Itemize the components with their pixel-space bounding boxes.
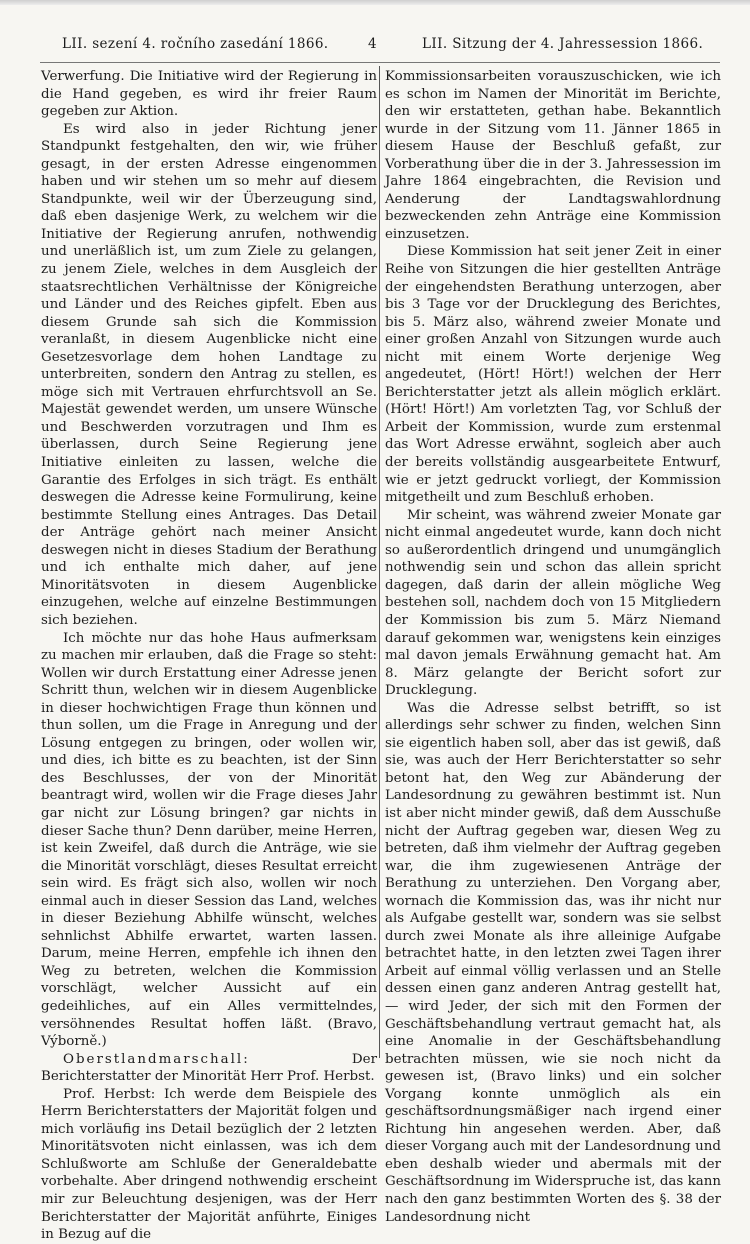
speech-text: Der Berichterstatter der Minorität Herr Prof. Herbst. — [41, 1051, 377, 1085]
column-divider — [379, 66, 380, 1058]
speaker-name: Prof. Herbst: — [63, 1086, 156, 1102]
left-column — [41, 68, 377, 1243]
speech-text: Ich werde dem Beispiele des Herrn Berichterstatters der Majorität folgen und mich vorläufig ins Detail bezüglich der 2 letzten Minoritätsvoten nicht einlassen, was ich dem Schlußworte am Schluße der Generaldebatte vorbehalte. Aber dringend nothwendig erscheint mir zur Beleuchtung desjenigen, was der Herr Berichterstatter der Majorität anführte, Einiges in Bezug auf die — [41, 1086, 377, 1243]
paragraph: Mir scheint, was während zweier Monate gar nicht einmal angedeutet wurde, kann doch nicht so außerordentlich dringend und unumgänglich nothwendig sein und schon das allein spricht dagegen, daß darin der allein mögliche Weg bestehen soll, nachdem doch von 15 Mitgliedern der Kommission bis zum 5. März Niemand darauf gekommen war, wenigstens kein einziges mal davon jemals Erwähnung gemacht hat. Am 8. März gelangte der Bericht sofort zur Drucklegung. — [385, 507, 721, 699]
paragraph — [41, 1086, 377, 1244]
paragraph: Was die Adresse selbst betrifft, so ist allerdings sehr schwer zu finden, welchen Sinn sie eigentlich haben soll, aber das ist gewiß, daß sie, was auch der Herr Berichterstatter so sehr betont hat, den Weg zur Abänderung der Landesordnung zu gewähren bestimmt ist. Nun ist aber nicht minder gewiß, daß dem Ausschuße nicht der Auftrag gegeben war, diesen Weg zu betreten, daß ihm vielmehr der Auftrag gegeben war, die ihm zugewiesenen Anträge der Berathung zu unterziehen. Den Vorgang aber, wornach die Kommission das, was ihr nicht nur als Aufgabe gestellt war, sondern was sie selbst durch zwei Monate als ihre alleinige Aufgabe betrachtet hatte, in den letzten zwei Tagen ihrer Arbeit auf einmal völlig verlassen und an Stelle dessen einen ganz anderen Antrag gestellt hat, — wird Jeder, der sich mit den Formen der Geschäftsbehandlung vertraut gemacht hat, als eine Anomalie in der Geschäftsbehandlung betrachten müssen, wie sie noch nicht da gewesen ist, (Bravo links) und ein solcher Vorgang konnte unmöglich als ein geschäftsordnungsmäßiger nach irgend einer Richtung hin angesehen werden. Aber, daß dieser Vorgang auch mit der Landesordnung und eben deshalb wieder und abermals mit der Geschäftsordnung im Widerspruche ist, das kann nach den ganz bestimmten Worten des §. 38 der Landesordnung nicht — [385, 700, 721, 1225]
paragraph: Es wird also in jeder Richtung jener Standpunkt festgehalten, den wir, wie früher gesagt, in der ersten Adresse eingenommen haben und wir stehen um so mehr auf diesem Standpunkte, weil wir der Überzeugung sind, daß eben dasjenige Werk, zu welchem wir die Initiative der Regierung anrufen, nothwendig und unerläßlich ist, um zum Ziele zu gelangen, zu jenem Ziele, welches in dem Ausgleich der staatsrechtlichen Verhältnisse der Königreiche und Länder und des Reiches gipfelt. Eben aus diesem Grunde sah sich die Kommission veranlaßt, in diesem Augenblicke nicht eine Gesetzesvorlage dem hohen Landtage zu unterbreiten, sondern den Antrag zu stellen, es möge sich mit Vertrauen ehrfurchtsvoll an Se. Majestät gewendet werden, um unsere Wünsche und Beschwerden vorzutragen und Ihm es überlassen, durch Seine Regierung jene Initiative einleiten zu lassen, welche die Garantie des Erfolges in sich trägt. Es enthält deswegen die Adresse keine Formulirung, keine bestimmte Stellung eines Antrages. Das Detail der Anträge gehört nach meiner Ansicht deswegen nicht in dieses Stadium der Berathung und ich enthalte mich daher, auf jene Minoritätsvoten in diesem Augenblicke einzugehen, welche auf einzelne Bestimmungen sich beziehen. — [41, 121, 377, 628]
header-rule — [40, 62, 720, 63]
page-header — [40, 36, 710, 56]
header-german-title: LII. Sitzung der 4. Jahressession 1866. — [422, 36, 704, 52]
paragraph: Diese Kommission hat seit jener Zeit in einer Reihe von Sitzungen die hier gestellten Anträge der eingehendsten Berathung unterzogen, aber bis 3 Tage vor der Drucklegung des Berichtes, bis 5. März also, während zweier Monate und einer großen Anzahl von Sitzungen wurde auch nicht mit einem Worte derjenige Weg angedeutet, (Hört! Hört!) welchen der Herr Berichterstatter jetzt als allein möglich erklärt. (Hört! Hört!) Am vorletzten Tag, vor Schluß der Arbeit der Kommission, wurde zum erstenmal das Wort Adresse erwähnt, sogleich aber auch der bereits vollständig ausgearbeitete Entwurf, wie er jetzt gedruckt vorliegt, der Kommission mitgetheilt und zum Beschluß erhoben. — [385, 244, 721, 506]
paragraph — [41, 1051, 377, 1086]
right-column — [385, 68, 721, 1225]
page-number: 4 — [368, 36, 377, 52]
paragraph: Ich möchte nur das hohe Haus aufmerksam zu machen mir erlauben, daß die Frage so steht: Wollen wir durch Erstattung einer Adresse jenen Schritt thun, welchen wir in diesem Augenblicke in dieser hochwichtigen Frage thun können und thun sollen, um die Frage in Anregung und der Lösung entgegen zu bringen, oder wollen wir, und dies, ich bitte es zu beachten, ist der Sinn des Beschlusses, der von der Minorität beantragt wird, wollen wir die Frage dieses Jahr gar nicht zur Lösung bringen? gar nichts in dieser Sache thun? Denn darüber, meine Herren, ist kein Zweifel, daß durch die Anträge, wie sie die Minorität vorschlägt, dieses Resultat erreicht sein wird. Es frägt sich also, wollen wir noch einmal auch in dieser Session das Land, welches in dieser Beziehung Abhilfe wünscht, welches sehnlichst Abhilfe erwartet, warten lassen. Darum, meine Herren, empfehle ich ihnen den Weg zu betreten, welchen die Kommission vorschlägt, welcher Aussicht auf ein gedeihliches, auf ein Alles vermittelndes, versöhnendes Resultat hoffen läßt. (Bravo, Výborně.) — [41, 630, 377, 1050]
paragraph: Kommissionsarbeiten vorauszuschicken, wie ich es schon im Namen der Minorität im Berichte, den wir erstatteten, gethan habe. Bekanntlich wurde in der Sitzung vom 11. Jänner 1865 in diesem Hause der Beschluß gefaßt, zur Vorberathung über die in der 3. Jahressession im Jahre 1864 eingebrachten, die Revision und Aenderung der Landtagswahlordnung bezweckenden zehn Anträge eine Kommission einzusetzen. — [385, 69, 721, 242]
scan-edge — [0, 0, 750, 5]
header-czech-title: LII. sezení 4. ročního zasedání 1866. — [62, 36, 329, 52]
speaker-name: Oberstlandmarschall: — [63, 1051, 250, 1067]
paragraph: Verwerfung. Die Initiative wird der Regierung in die Hand gegeben, es wird ihr freier Raum gegeben zur Aktion. — [41, 69, 377, 120]
